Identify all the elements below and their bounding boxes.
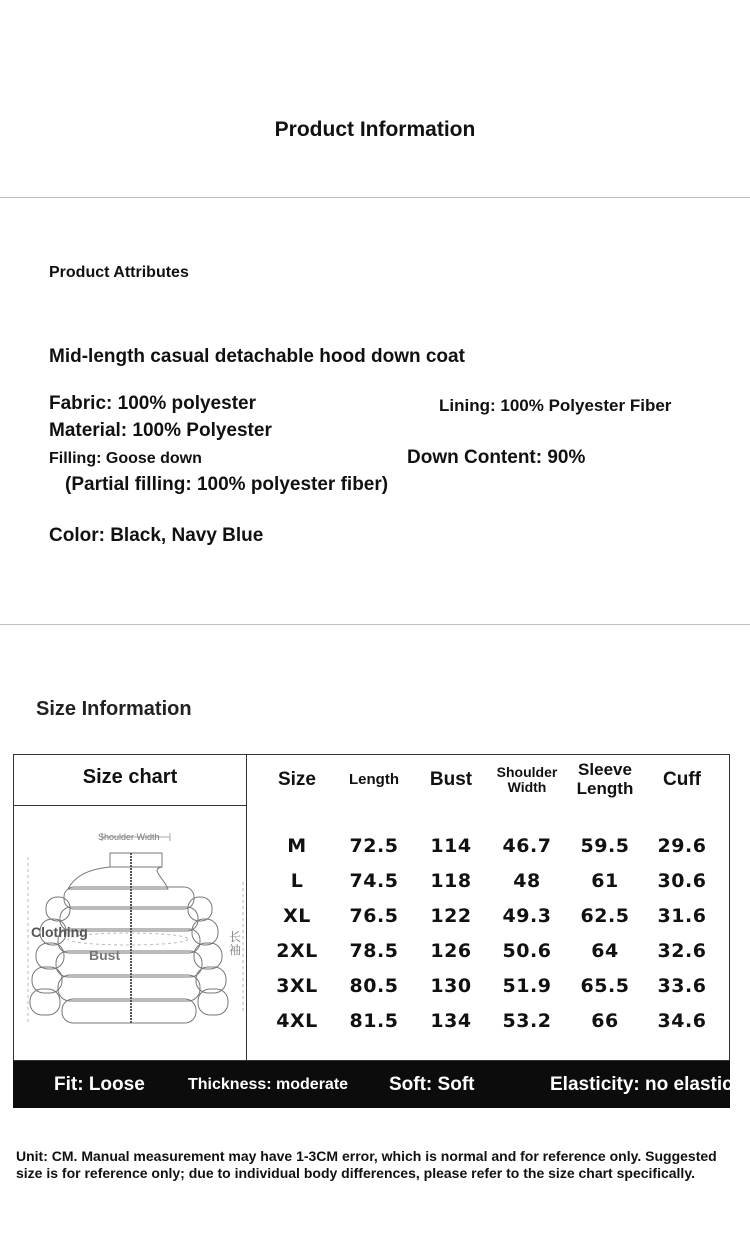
shoulder-width-label: Shoulder Width: [98, 832, 160, 842]
table-cell: 62.5: [580, 904, 630, 927]
size-chart-label: Size chart: [82, 766, 178, 788]
table-cell: L: [290, 869, 304, 892]
soft-label: Soft: Soft: [389, 1073, 475, 1095]
table-cell: 76.5: [349, 904, 399, 927]
column-header-line: Cuff: [663, 768, 701, 790]
table-cell: 3XL: [276, 974, 318, 997]
column-header-line: Sleeve: [578, 760, 632, 780]
table-cell: 51.9: [502, 974, 552, 997]
table-row: [14, 828, 729, 863]
divider-middle: [0, 624, 750, 625]
material-text: Material: 100% Polyester: [49, 420, 272, 441]
column-header-line: Width: [507, 779, 547, 795]
column-header-line: Length: [349, 770, 399, 788]
divider-top: [0, 197, 750, 198]
column-header: [266, 755, 328, 805]
table-cell: 33.6: [657, 974, 707, 997]
measurement-note: Unit: CM. Manual measurement may have 1-3CM error, which is normal and for reference only. Suggested size is for reference only; due to individual body differences, please refer to the size chart specifically.: [16, 1148, 717, 1181]
table-cell: 61: [591, 869, 619, 892]
down-content-text: Down Content: 90%: [407, 447, 586, 468]
column-header-text: [278, 770, 316, 791]
column-header: [420, 755, 482, 805]
elasticity-label: Elasticity: no elastic: [550, 1073, 733, 1095]
table-cell: 64: [591, 939, 619, 962]
table-cell: 34.6: [657, 1009, 707, 1032]
table-cell: 114: [430, 834, 472, 857]
table-cell: 30.6: [657, 869, 707, 892]
table-cell: 72.5: [349, 834, 399, 857]
column-header-line: Size: [277, 768, 317, 790]
table-cell: 48: [513, 869, 541, 892]
thickness-label: Thickness: moderate: [188, 1075, 349, 1093]
column-header-line: Bust: [429, 768, 473, 790]
table-cell: 78.5: [349, 939, 399, 962]
column-header-text: [663, 770, 701, 791]
table-row: [14, 863, 729, 898]
table-cell: 4XL: [276, 1009, 318, 1032]
clothing-label: Clothing: [31, 924, 88, 940]
column-header: [337, 755, 411, 805]
table-cell: 53.2: [502, 1009, 552, 1032]
partial-filling-text: (Partial filling: 100% polyester fiber): [65, 474, 389, 495]
table-cell: 49.3: [502, 904, 552, 927]
size-info-heading: Size Information: [36, 698, 192, 720]
bust-label: Bust: [89, 947, 121, 963]
table-cell: 81.5: [349, 1009, 399, 1032]
product-description: Mid-length casual detachable hood down coat: [49, 346, 465, 367]
column-header-text: [497, 765, 558, 796]
table-cell: 29.6: [657, 834, 707, 857]
table-cell: 66: [591, 1009, 619, 1032]
table-row: [14, 968, 729, 1003]
table-cell: 74.5: [349, 869, 399, 892]
column-header-text: [349, 772, 399, 789]
filling-text: Filling: Goose down: [49, 450, 202, 467]
table-cell: 126: [430, 939, 472, 962]
sleeve-mark-label: 长袖: [229, 930, 242, 957]
page-title: Product Information: [274, 118, 476, 141]
table-cell: 65.5: [580, 974, 630, 997]
column-header-text: [577, 761, 634, 798]
column-header-line: Shoulder: [496, 763, 558, 780]
column-header: [488, 755, 566, 805]
table-cell: M: [287, 834, 307, 857]
fabric-text: Fabric: 100% polyester: [49, 393, 256, 414]
table-cell: 130: [430, 974, 472, 997]
table-cell: 80.5: [349, 974, 399, 997]
table-row: [14, 898, 729, 933]
table-cell: 32.6: [657, 939, 707, 962]
feature-bar: [13, 1061, 733, 1108]
column-header-line: Length: [576, 779, 634, 798]
table-cell: 122: [430, 904, 472, 927]
size-table: [13, 754, 730, 1061]
table-cell: 31.6: [657, 904, 707, 927]
table-cell: 118: [430, 869, 472, 892]
table-cell: XL: [283, 904, 311, 927]
table-cell: 46.7: [502, 834, 552, 857]
attributes-heading: Product Attributes: [49, 264, 189, 281]
column-header: [567, 755, 643, 805]
fit-label: Fit: Loose: [54, 1073, 145, 1095]
table-cell: 2XL: [276, 939, 318, 962]
table-cell: 134: [430, 1009, 472, 1032]
color-text: Color: Black, Navy Blue: [49, 525, 264, 546]
column-header: [651, 755, 713, 805]
lining-text: Lining: 100% Polyester Fiber: [439, 396, 672, 415]
table-cell: 50.6: [502, 939, 552, 962]
table-row: [14, 1003, 729, 1038]
table-row-divider: [14, 805, 246, 806]
column-header-text: [430, 770, 472, 791]
table-cell: 59.5: [580, 834, 630, 857]
